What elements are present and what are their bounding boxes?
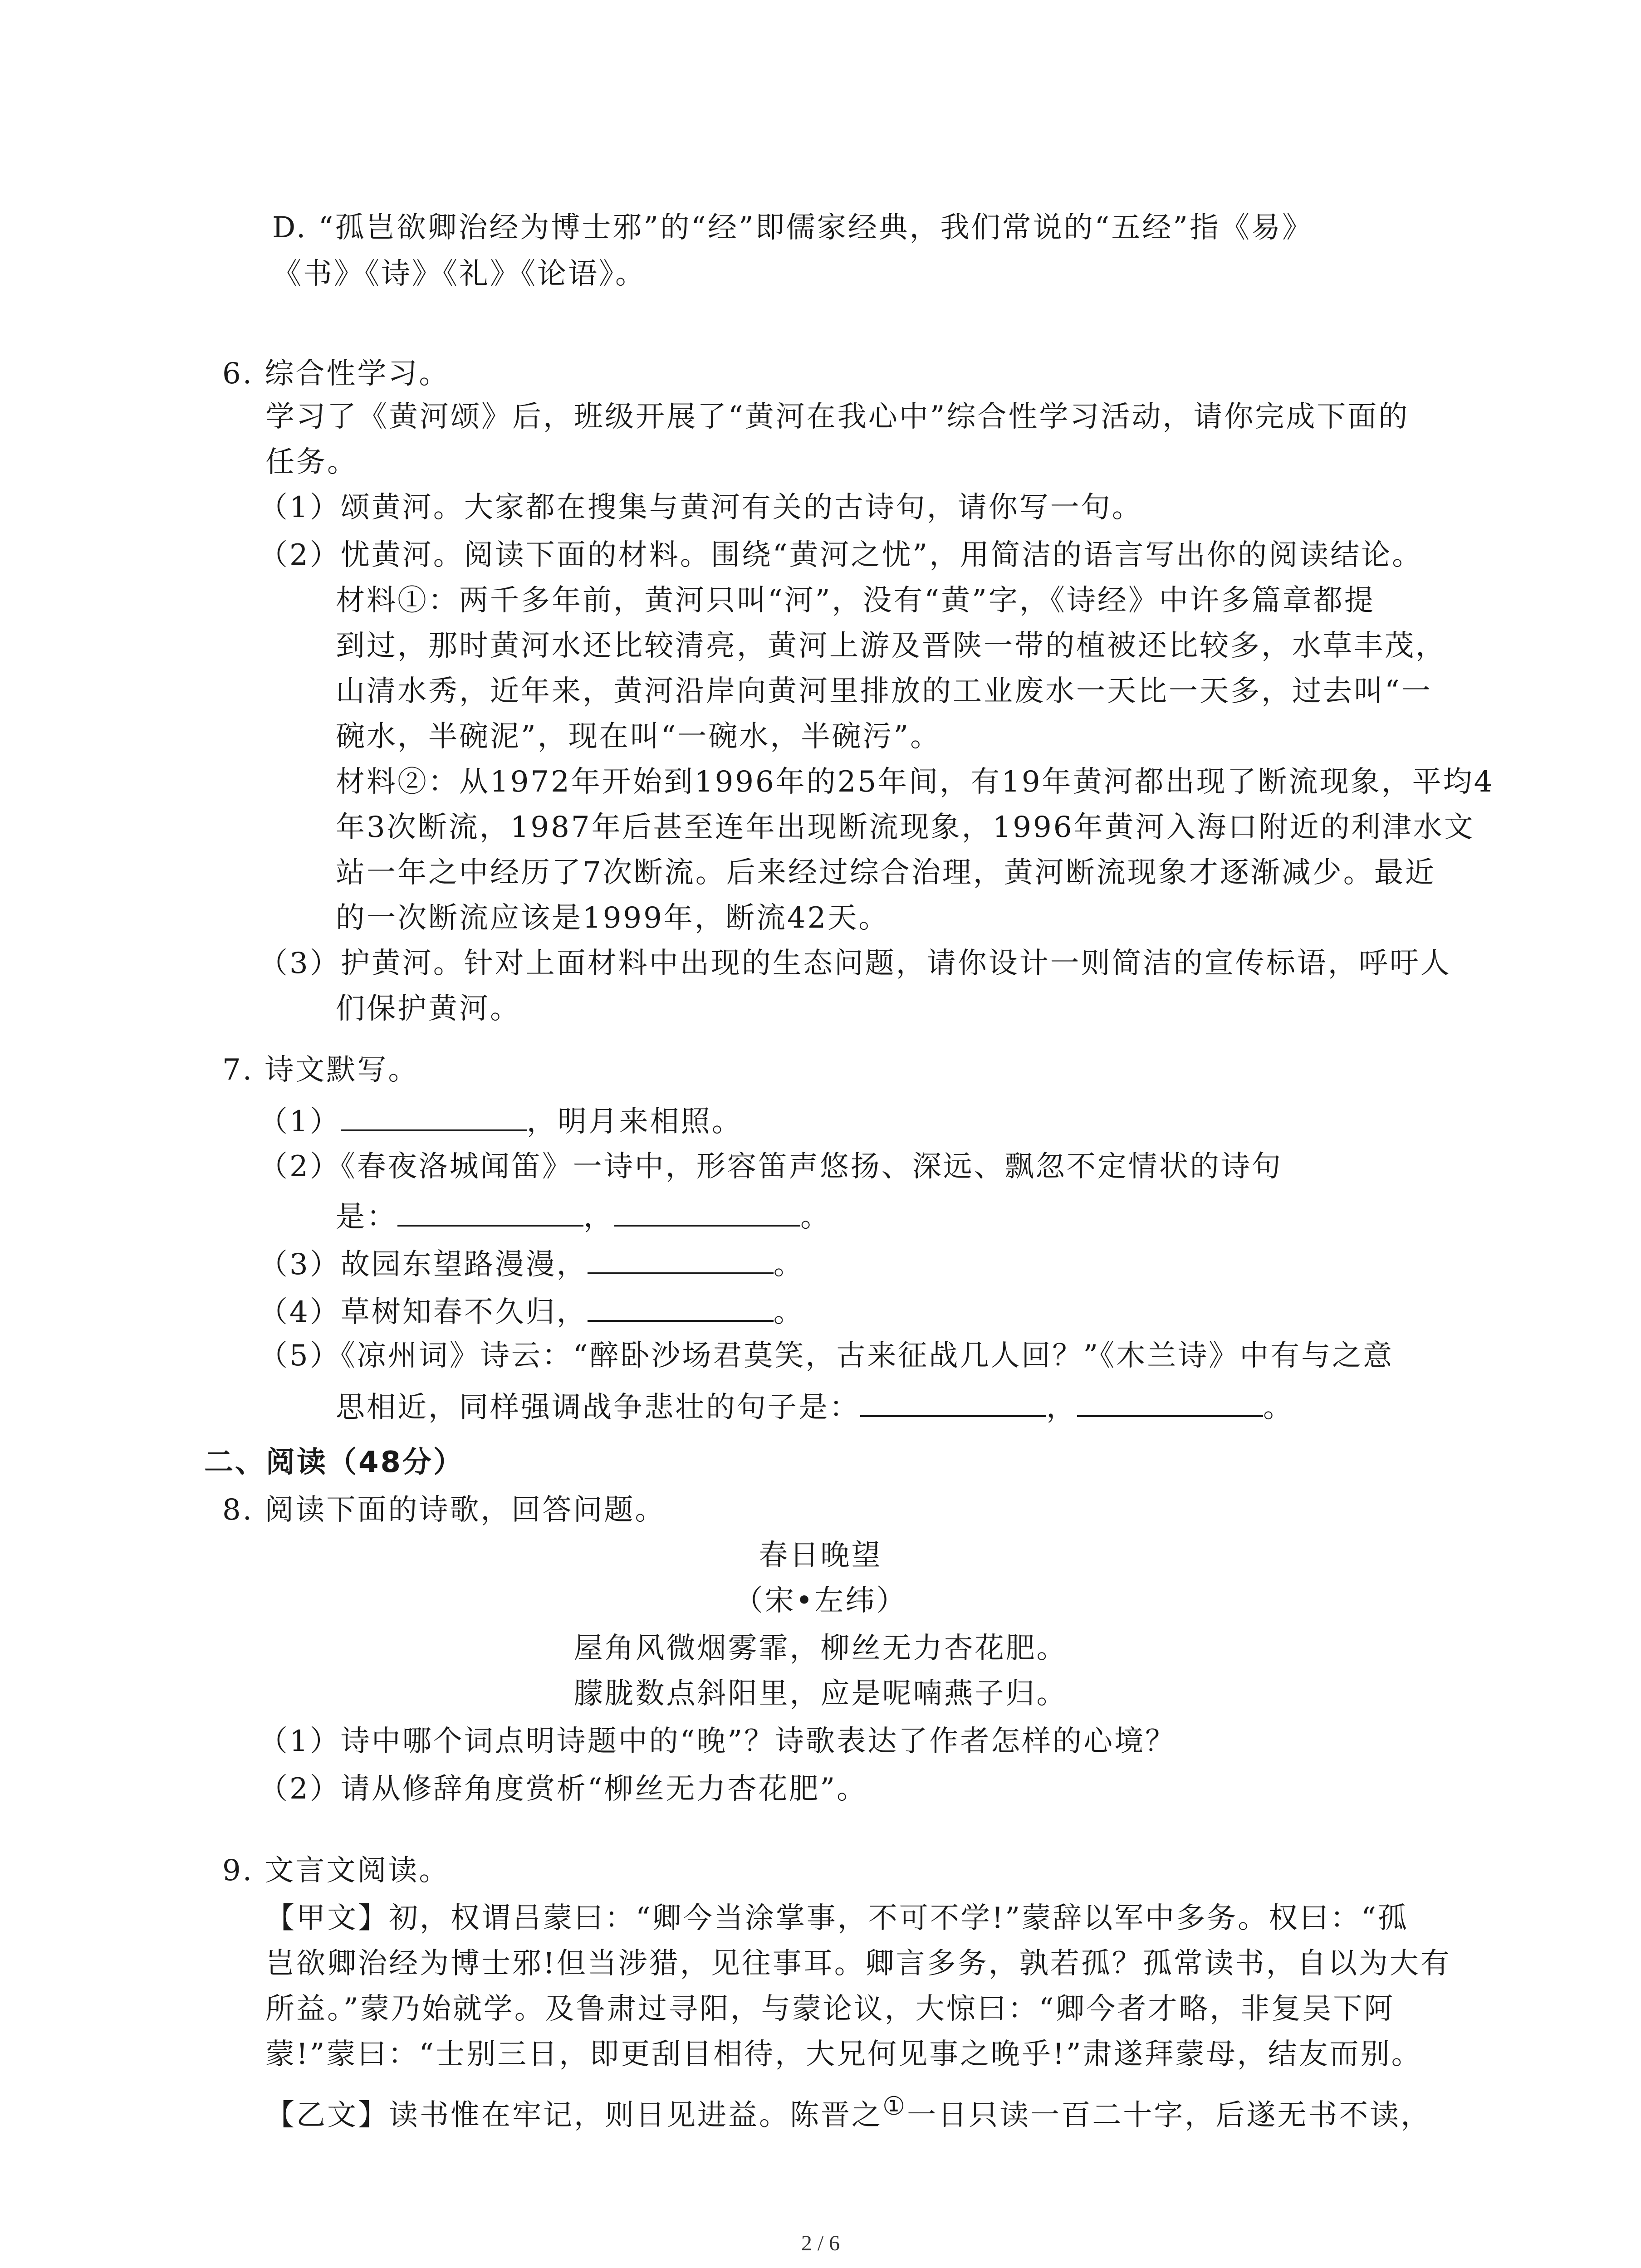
q7-item5-line2 <box>336 1383 1294 1427</box>
q6-intro-line2: 任务。 <box>265 445 358 479</box>
q7-title: 7. 诗文默写。 <box>222 1053 419 1087</box>
q7-item3 <box>259 1241 804 1285</box>
q7-item5-blank1[interactable] <box>860 1383 1046 1417</box>
q7-item2-comma: ， <box>583 1200 614 1234</box>
q6-material2-line1: 材料②：从1972年开始到1996年的25年间，有19年黄河都出现了断流现象，平均4 <box>336 765 1494 799</box>
q6-task3-line2: 们保护黄河。 <box>336 992 521 1026</box>
q6-material1-line4: 碗水，半碗泥”，现在叫“一碗水，半碗污”。 <box>336 720 941 753</box>
poem-title: 春日晚望 <box>759 1539 882 1572</box>
q8-question2: （2）请从修辞角度赏析“柳丝无力杏花肥”。 <box>259 1772 868 1806</box>
q7-item5-end: 。 <box>1263 1391 1294 1424</box>
q6-material2-line2: 年3次断流，1987年后甚至连年出现断流现象，1996年黄河入海口附近的利津水文 <box>336 811 1475 844</box>
section-reading-heading: 二、阅读（48分） <box>204 1446 465 1479</box>
q6-intro-line1: 学习了《黄河颂》后，班级开展了“黄河在我心中”综合性学习活动，请你完成下面的 <box>265 400 1410 434</box>
q6-material1-line1: 材料①：两千多年前，黄河只叫“河”，没有“黄”字，《诗经》中许多篇章都提 <box>336 584 1375 617</box>
q7-item3-text: （3）故园东望路漫漫， <box>259 1248 588 1281</box>
q6-task2: （2）忧黄河。阅读下面的材料。围绕“黄河之忧”，用简洁的语言写出你的阅读结论。 <box>259 538 1423 572</box>
q6-task1: （1）颂黄河。大家都在搜集与黄河有关的古诗句，请你写一句。 <box>259 491 1143 524</box>
q7-item5-comma: ， <box>1046 1391 1077 1424</box>
q9-text-yi-part2: 一日只读一百二十字，后遂无书不读， <box>907 2098 1432 2132</box>
q7-item1 <box>259 1098 743 1142</box>
q5-option-d-line2: 《书》《诗》《礼》《论语》。 <box>272 257 646 291</box>
q7-item5-prefix: 思相近，同样强调战争悲壮的句子是： <box>336 1391 860 1424</box>
q6-title: 6. 综合性学习。 <box>222 357 450 391</box>
q9-title: 9. 文言文阅读。 <box>222 1854 450 1887</box>
q7-item2-blank1[interactable] <box>397 1193 583 1227</box>
q7-item1-text: ，明月来相照。 <box>526 1105 743 1139</box>
q8-question1: （1）诗中哪个词点明诗题中的“晚”？诗歌表达了作者怎样的心境？ <box>259 1725 1176 1758</box>
q9-text-jia-line4: 蒙!”蒙曰：“士别三日，即更刮目相待，大兄何见事之晚乎!”肃遂拜蒙母，结友而别。 <box>265 2038 1422 2071</box>
q9-text-jia-line3: 所益。”蒙乃始就学。及鲁肃过寻阳，与蒙论议，大惊曰：“卿今者才略，非复吴下阿 <box>265 1992 1395 2026</box>
q9-text-jia-line2: 岂欲卿治经为博士邪!但当涉猎，见往事耳。卿言多务，孰若孤？孤常读书，自以为大有 <box>265 1947 1451 1980</box>
q7-item4-blank[interactable] <box>588 1288 774 1322</box>
q6-material2-line4: 的一次断流应该是1999年，断流42天。 <box>336 901 890 935</box>
footnote-marker: ① <box>882 2092 907 2121</box>
q9-text-yi-part1: 【乙文】读书惟在牢记，则日见进益。陈晋之 <box>265 2098 882 2132</box>
q9-text-yi-line1 <box>265 2087 1431 2135</box>
page-number: 2 / 6 <box>801 2231 840 2255</box>
q6-material1-line2: 到过，那时黄河水还比较清亮，黄河上游及晋陕一带的植被还比较多，水草丰茂， <box>336 629 1446 663</box>
q7-item1-number: （1） <box>259 1105 341 1139</box>
q7-item1-blank[interactable] <box>341 1098 527 1131</box>
q7-item3-blank[interactable] <box>588 1241 774 1274</box>
poem-line1: 屋角风微烟雾霏，柳丝无力杏花肥。 <box>573 1632 1068 1665</box>
q7-item4-end: 。 <box>773 1295 804 1329</box>
q7-item5-line1: （5）《凉州词》诗云：“醉卧沙场君莫笑，古来征战几人回？”《木兰诗》中有与之意 <box>259 1339 1394 1373</box>
q6-material1-line3: 山清水秀，近年来，黄河沿岸向黄河里排放的工业废水一天比一天多，过去叫“一 <box>336 675 1432 708</box>
q7-item2-end: 。 <box>800 1200 831 1234</box>
q7-item5-blank2[interactable] <box>1077 1383 1263 1417</box>
q9-text-jia-line1: 【甲文】初，权谓吕蒙曰：“卿今当涂掌事，不可不学!”蒙辞以军中多务。权曰：“孤 <box>265 1901 1409 1935</box>
q7-item2-prefix: 是： <box>336 1200 397 1234</box>
poem-author: （宋•左纬） <box>734 1584 907 1618</box>
q7-item4 <box>259 1288 804 1332</box>
q6-task3-line1: （3）护黄河。针对上面材料中出现的生态问题，请你设计一则简洁的宣传标语，呼吁人 <box>259 947 1451 980</box>
q7-item4-text: （4）草树知春不久归， <box>259 1295 588 1329</box>
poem-line2: 朦胧数点斜阳里，应是呢喃燕子归。 <box>573 1677 1068 1711</box>
q7-item2-line2 <box>336 1193 831 1237</box>
q7-item2-line1: （2）《春夜洛城闻笛》一诗中，形容笛声悠扬、深远、飘忽不定情状的诗句 <box>259 1150 1283 1183</box>
q5-option-d-line1: D. “孤岂欲卿治经为博士邪”的“经”即儒家经典，我们常说的“五经”指《易》 <box>272 211 1313 244</box>
q8-title: 8. 阅读下面的诗歌，回答问题。 <box>222 1493 666 1527</box>
q7-item2-blank2[interactable] <box>614 1193 800 1227</box>
q7-item3-end: 。 <box>773 1248 804 1281</box>
q6-material2-line3: 站一年之中经历了7次断流。后来经过综合治理，黄河断流现象才逐渐减少。最近 <box>336 856 1436 890</box>
